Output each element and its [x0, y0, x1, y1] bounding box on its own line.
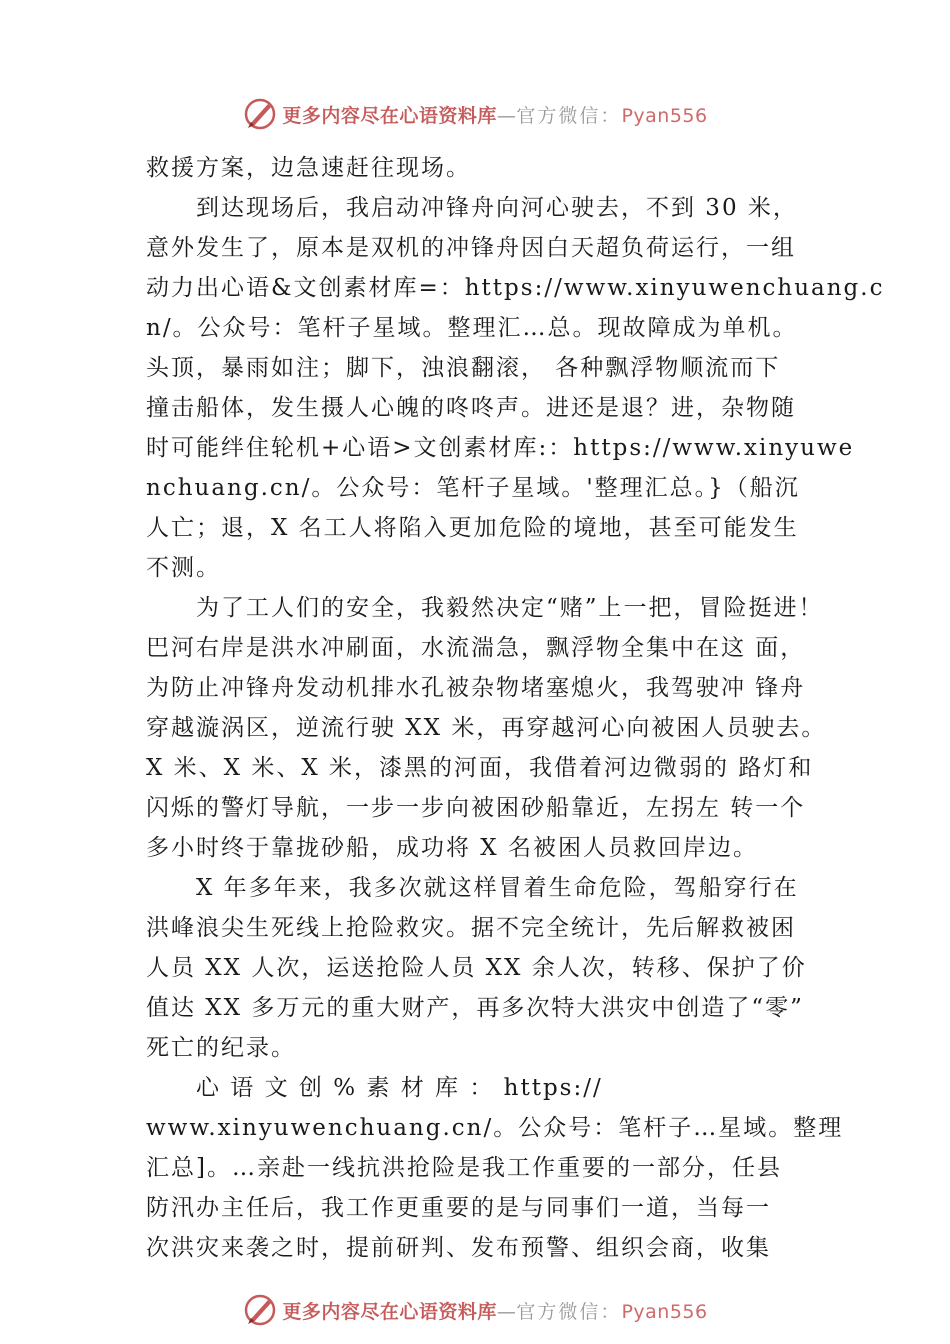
text-line: 救援方案，边急速赶往现场。	[146, 155, 471, 181]
document-body	[146, 148, 885, 1268]
text-line: 闪烁的警灯导航，一步一步向被困砂船靠近，左拐左 转一个	[146, 795, 806, 821]
text-line: 人员 XX 人次，运送抢险人员 XX 余人次，转移、保护了价	[146, 955, 807, 981]
header-watermark-text	[282, 101, 707, 128]
footer-watermark	[0, 1290, 950, 1330]
text-line: 巴河右岸是洪水冲刷面，水流湍急，飘浮物全集中在这 面，	[146, 635, 806, 661]
text-line: X 年多年来，我多次就这样冒着生命危险，驾船穿行在	[196, 875, 799, 901]
text-line: nchuang.cn/。公众号：笔杆子星域。'整理汇总。}（船沉	[146, 475, 800, 501]
text-line: 防汛办主任后，我工作更重要的是与同事们一道，当每一	[146, 1195, 771, 1221]
text-line: 为了工人们的安全，我毅然决定“赌”上一把，冒险挺进！	[196, 595, 824, 621]
watermark-main: 更多内容尽在心语资料库	[282, 1300, 497, 1323]
text-line: 头顶，暴雨如注；脚下，浊浪翻滚， 各种飘浮物顺流而下	[146, 355, 781, 381]
text-line: 人亡；退，X 名工人将陷入更加危险的境地，甚至可能发生	[146, 515, 799, 541]
text-line: 意外发生了，原本是双机的冲锋舟因白天超负荷运行，一组	[146, 235, 796, 261]
watermark-main: 更多内容尽在心语资料库	[282, 104, 497, 127]
text-line: n/。公众号：笔杆子星域。整理汇…总。现故障成为单机。	[146, 315, 798, 341]
pen-logo-icon	[242, 96, 278, 132]
text-line: 穿越漩涡区，逆流行驶 XX 米，再穿越河心向被困人员驶去。	[146, 715, 827, 741]
watermark-separator: —	[496, 1300, 517, 1323]
text-line: 撞击船体，发生摄人心魄的咚咚声。进还是退？进，杂物随	[146, 395, 796, 421]
pen-logo-icon	[242, 1292, 278, 1328]
text-line: X 米、X 米、X 米，漆黑的河面，我借着河边微弱的 路灯和	[146, 755, 814, 781]
header-watermark	[0, 94, 950, 134]
text-line: 洪峰浪尖生死线上抢险救灾。据不完全统计，先后解救被困	[146, 915, 796, 941]
text-line: 不测。	[146, 555, 221, 581]
text-line: 到达现场后，我启动冲锋舟向河心驶去，不到 30 米，	[196, 195, 798, 221]
text-line: 汇总]。…亲赴一线抗洪抢险是我工作重要的一部分，任县	[146, 1155, 782, 1181]
text-line: 多小时终于靠拢砂船，成功将 X 名被困人员救回岸边。	[146, 835, 758, 861]
watermark-separator: —	[496, 104, 517, 127]
text-line: 时可能绊住轮机+心语>文创素材库:：https://www.xinyuwe	[146, 435, 855, 461]
text-line: 死亡的纪录。	[146, 1035, 296, 1061]
text-line: 为防止冲锋舟发动机排水孔被杂物堵塞熄火，我驾驶冲 锋舟	[146, 675, 806, 701]
footer-watermark-text	[282, 1297, 707, 1324]
watermark-wechat-label: 官方微信：	[516, 1300, 622, 1323]
watermark-wechat-id: Pyan556	[621, 1300, 708, 1323]
text-line: 次洪灾来袭之时，提前研判、发布预警、组织会商，收集	[146, 1235, 771, 1261]
text-line: 动力出心语&文创素材库=：https://www.xinyuwenchuang.c	[146, 275, 885, 301]
text-line: 值达 XX 多万元的重大财产，再多次特大洪灾中创造了“零”	[146, 995, 804, 1021]
watermark-wechat-label: 官方微信：	[516, 104, 622, 127]
watermark-wechat-id: Pyan556	[621, 104, 708, 127]
text-line: www.xinyuwenchuang.cn/。公众号：笔杆子…星域。整理	[146, 1115, 844, 1141]
text-line: 心 语 文 创 % 素 材 库 ： https://	[196, 1075, 603, 1101]
